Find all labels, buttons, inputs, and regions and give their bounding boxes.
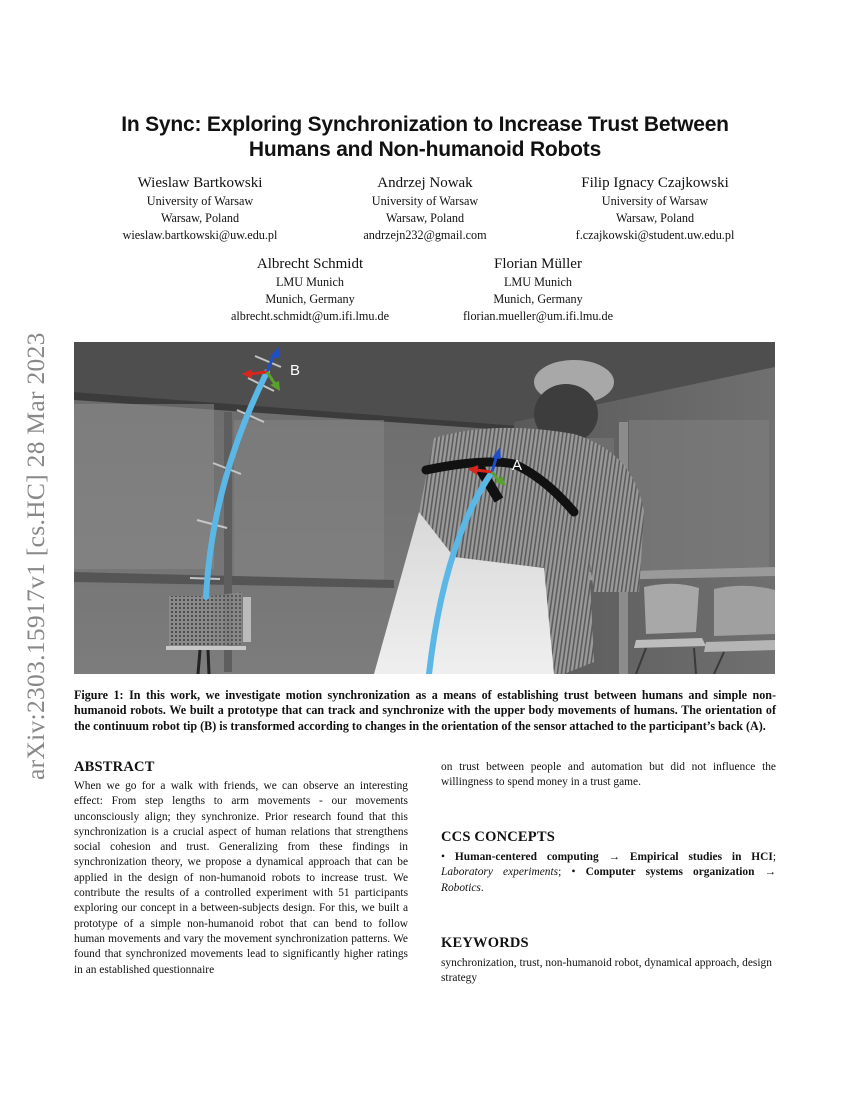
title-line-2: Humans and Non-humanoid Robots (248, 138, 602, 161)
ccs-concepts-body (441, 850, 776, 896)
author-affiliation: University of Warsaw (601, 194, 709, 208)
author-name: Florian Müller (494, 256, 582, 272)
author-location: Warsaw, Poland (615, 211, 695, 225)
ccs-concept-1: Human-centered computing → Empirical studies in HCI (454, 851, 773, 863)
title-line-1: In Sync: Exploring Synchronization to Increase Trust Between (121, 113, 729, 136)
author-name: Andrzej Nowak (377, 175, 473, 191)
ccs-separator: ; (558, 866, 562, 879)
ccs-bullet: • (441, 851, 445, 863)
author-email[interactable]: florian.mueller@um.ifi.lmu.de (463, 309, 613, 323)
abstract-body-continued: on trust between people and automation but did not influence the willingness to spend money in a trust game. (441, 761, 776, 789)
author-name: Albrecht Schmidt (256, 256, 364, 272)
arxiv-identifier-stamp: arXiv:2303.15917v1 [cs.HC] 28 Mar 2023 (21, 332, 50, 780)
author-location: Munich, Germany (265, 292, 355, 306)
author-name: Wieslaw Bartkowski (137, 175, 263, 191)
author-location: Warsaw, Poland (160, 211, 240, 225)
ccs-concept-2-sub: Robotics (441, 881, 481, 894)
figure-label-b: B (290, 362, 301, 379)
author-email[interactable]: wieslaw.bartkowski@uw.edu.pl (122, 228, 278, 242)
author-block (433, 255, 643, 325)
ccs-concepts-heading: CCS CONCEPTS (441, 829, 555, 845)
figure-1-photo (74, 342, 775, 674)
abstract-heading: ABSTRACT (74, 759, 155, 775)
author-block (545, 174, 765, 244)
author-location: Warsaw, Poland (385, 211, 465, 225)
ccs-separator: ; (772, 851, 776, 863)
ccs-concept-1-sub: Laboratory experiments (441, 866, 559, 879)
paper-title (70, 112, 780, 162)
keywords-body: synchronization, trust, non-humanoid robot, dynamical approach, design strategy (441, 957, 772, 985)
figure-label-a: A (512, 457, 523, 474)
ccs-separator: . (480, 881, 484, 894)
author-affiliation: LMU Munich (275, 275, 345, 289)
keywords-heading: KEYWORDS (441, 935, 529, 951)
author-block (320, 174, 530, 244)
author-email[interactable]: f.czajkowski@student.uw.edu.pl (575, 228, 735, 242)
author-email[interactable]: albrecht.schmidt@um.ifi.lmu.de (230, 309, 390, 323)
abstract-body: When we go for a walk with friends, we can observe an interesting effect: From step lengths to arm movements - our movements unconsciously align; they synchronize. Prior research found that this synchronization is a crucial aspect of human relations that strengthens social cohesion and trust. Generalizing from these findings in synchronization theory, we propose a dynamical approach that can be applied in the design of non-humanoid robots to increase trust. We contribute the results of a controlled experiment with 51 participants exploring our concept in a between-subjects design. For this, we built a prototype of a simple non-humanoid robot that can bend to follow human movements and vary the movement synchronization patterns. We found that synchronized movements lead to significantly higher ratings in an established questionnaire (74, 780, 408, 976)
figure-caption: Figure 1: In this work, we investigate motion synchronization as a means of establishing trust between humans and simple non-humanoid robots. We built a prototype that can track and synchronize with the upper body movements of humans. The orientation of the continuum robot tip (B) is transformed according to changes in the orientation of the sensor attached to the participant’s back (A). (74, 688, 776, 733)
author-block (205, 255, 415, 325)
author-email[interactable]: andrzejn232@gmail.com (363, 228, 487, 242)
ccs-bullet: • (571, 866, 576, 879)
ccs-concept-2: Computer systems organization → (585, 866, 776, 879)
author-affiliation: University of Warsaw (146, 194, 254, 208)
author-affiliation: University of Warsaw (371, 194, 479, 208)
author-location: Munich, Germany (493, 292, 583, 306)
author-name: Filip Ignacy Czajkowski (581, 175, 729, 191)
author-affiliation: LMU Munich (503, 275, 573, 289)
author-block (90, 174, 310, 244)
